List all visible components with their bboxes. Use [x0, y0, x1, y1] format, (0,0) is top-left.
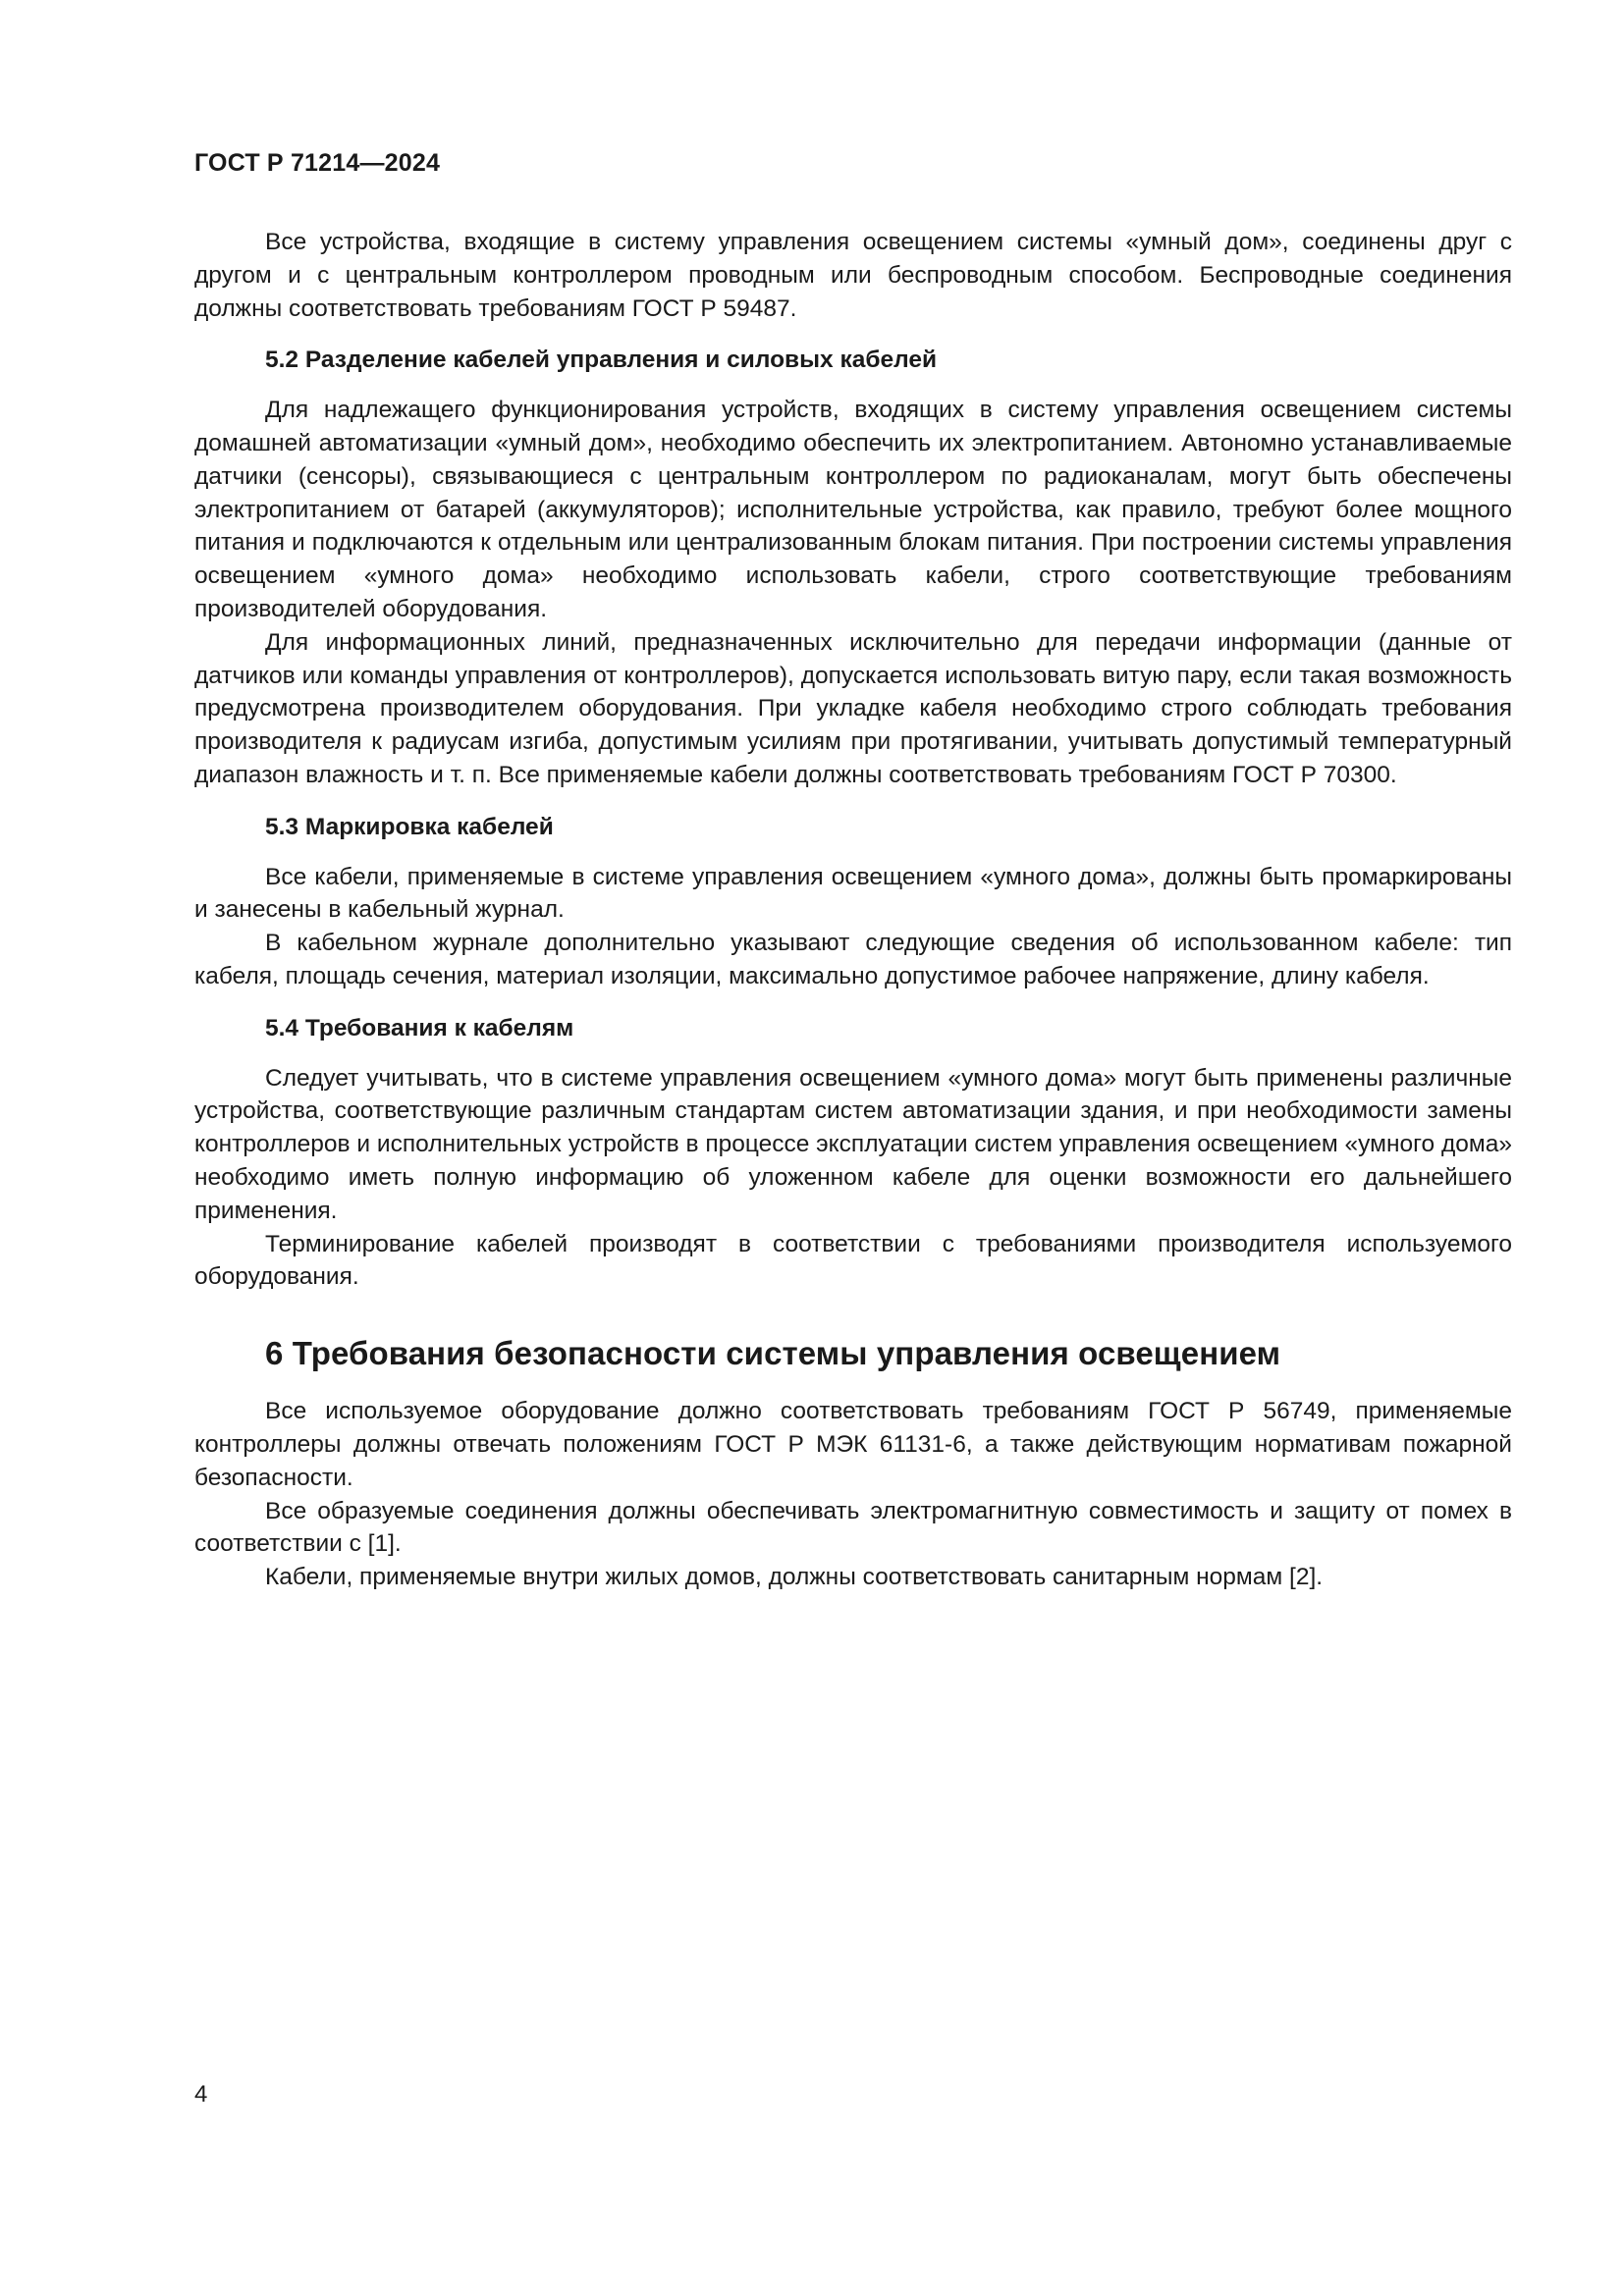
section-6-heading: 6 Требования безопасности системы управления освещением: [265, 1335, 1281, 1372]
paragraph: Все устройства, входящие в систему управления освещением системы «умный дом», соединены друг с другом и с центральным контроллером проводным или беспроводным способом. Беспроводные соединения должны соответствовать требованиям ГОСТ Р 59487.: [194, 229, 1512, 322]
section-5-4-heading: 5.4 Требования к кабелям: [265, 1014, 574, 1041]
paragraph: Все кабели, применяемые в системе управления освещением «умного дома», должны быть промаркированы и занесены в кабельный журнал.: [194, 863, 1512, 924]
section-5-3-heading: 5.3 Маркировка кабелей: [265, 813, 554, 840]
paragraph: Все образуемые соединения должны обеспечивать электромагнитную совместимость и защиту от помех в соответствии с [1].: [194, 1497, 1512, 1558]
section-5-2-heading: 5.2 Разделение кабелей управления и силовых кабелей: [265, 347, 938, 374]
paragraph: Все используемое оборудование должно соответствовать требованиям ГОСТ Р 56749, применяемые контроллеры должны отвечать положениям ГОСТ Р МЭК 61131-6, а также действующим нормативам пожарной безопасности.: [194, 1398, 1512, 1491]
paragraph: Для надлежащего функционирования устройств, входящих в систему управления освещением системы домашней автоматизации «умный дом», необходимо обеспечить их электропитанием. Автономно устанавливаемые датчики (сенсоры), связывающиеся с центральным контроллером по радиоканалам, могут быть обеспечены электропитанием от батарей (аккумуляторов); исполнительные устройства, как правило, требуют более мощного питания и подключаются к отдельным или централизованным блокам питания. При построении системы управления освещением «умного дома» необходимо использовать кабели, строго соответствующие требованиям производителей оборудования.: [194, 397, 1512, 622]
paragraph: Терминирование кабелей производят в соответствии с требованиями производителя используемого оборудования.: [194, 1230, 1512, 1291]
page-number: 4: [194, 2081, 208, 2108]
paragraph: Для информационных линий, предназначенных исключительно для передачи информации (данные от датчиков или команды управления от контроллеров), допускается использовать витую пару, если такая возможность предусмотрена производителем оборудования. При укладке кабеля необходимо строго соблюдать требования производителя к радиусам изгиба, допустимым усилиям при протягивании, учитывать допустимый температурный диапазон влажность и т. п. Все применяемые кабели должны соответствовать требованиям ГОСТ Р 70300.: [194, 628, 1512, 788]
paragraph: Следует учитывать, что в системе управления освещением «умного дома» могут быть применены различные устройства, соответствующие различным стандартам систем автоматизации здания, и при необходимости замены контроллеров и исполнительных устройств в процессе эксплуатации систем управления освещением «умного дома» необходимо иметь полную информацию об уложенном кабеле для оценки возможности его дальнейшего применения.: [194, 1064, 1512, 1224]
document-body: [194, 226, 1512, 1594]
paragraph: Кабели, применяемые внутри жилых домов, должны соответствовать санитарным нормам [2].: [265, 1564, 1324, 1591]
paragraph: В кабельном журнале дополнительно указывают следующие сведения об использованном кабеле: тип кабеля, площадь сечения, материал изоляции, максимально допустимое рабочее напряжение, длину кабеля.: [194, 930, 1512, 989]
document-header: ГОСТ Р 71214—2024: [194, 149, 441, 177]
